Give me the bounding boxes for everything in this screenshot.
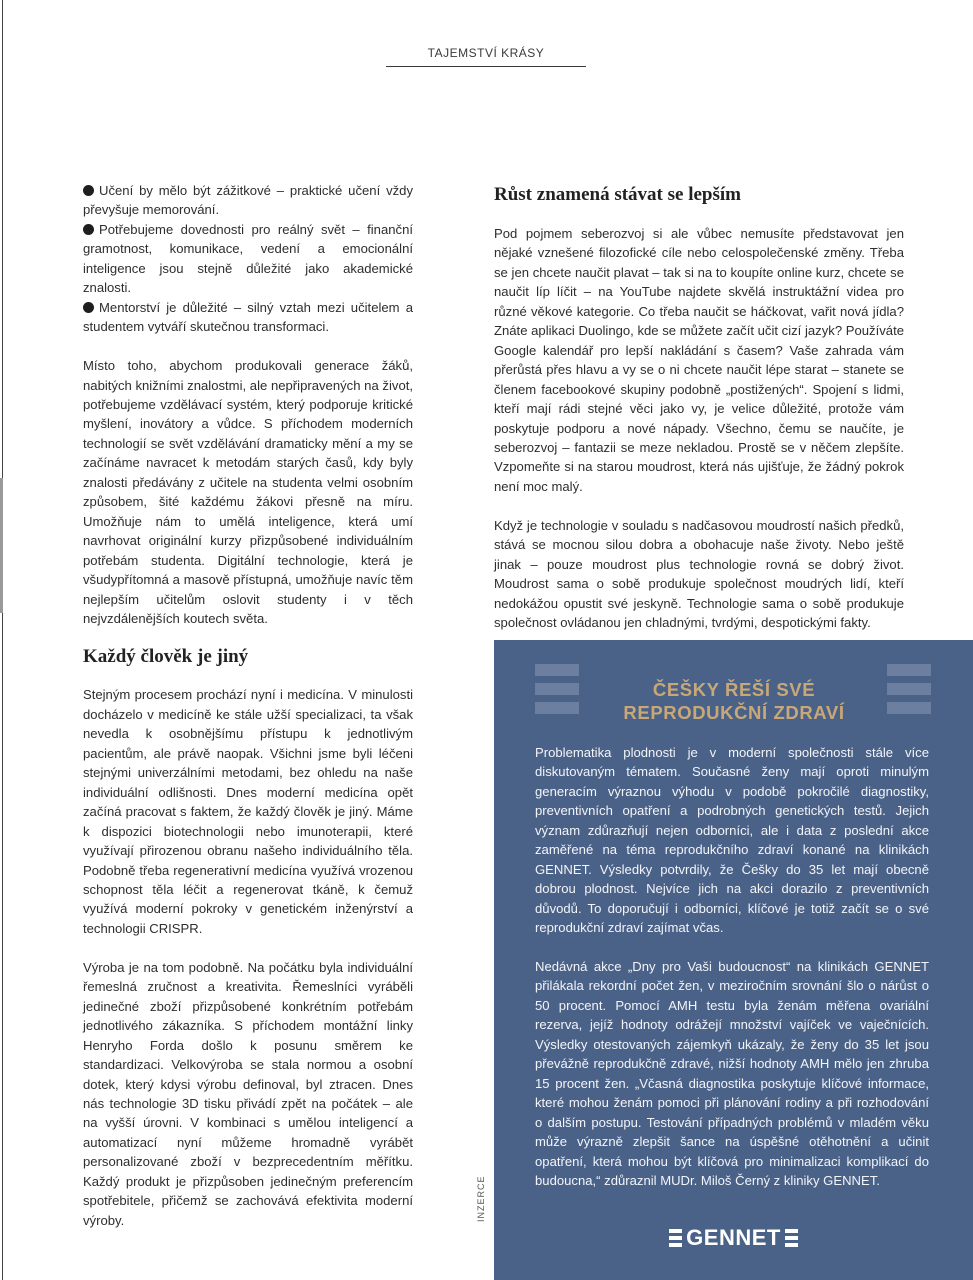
bullet-text: Učení by mělo být zážitkové – praktické učení vždy převyšuje memorování.: [83, 183, 413, 218]
bullet-text: Potřebujeme dovednosti pro reálný svět – finanční gramotnost, komunikace, vedení a emocionální inteligence jsou stejně důležité jako akademické znalosti.: [83, 221, 413, 296]
logo-bars-left-icon: [669, 1229, 682, 1247]
bullet-item: [83, 298, 413, 337]
bullet-icon: [83, 302, 94, 313]
advertisement-box: [494, 640, 973, 1280]
page-header: [386, 46, 586, 67]
ad-title-line-1: ČEŠKY ŘEŠÍ SVÉ: [652, 679, 816, 700]
page-edge-line: [2, 0, 3, 1280]
right-column: [494, 181, 904, 633]
page-edge-shade: [0, 478, 3, 613]
advertisement-label: INZERCE: [476, 1175, 486, 1222]
left-column: [83, 181, 413, 1230]
ad-title: [574, 678, 894, 724]
header-rule: [386, 66, 586, 67]
bullet-item: [83, 220, 413, 298]
logo-text: GENNET: [686, 1225, 781, 1250]
ad-paragraph-1: Problematika plodnosti je v moderní společnosti stále více diskutovaným tématem. Současné ženy mají oproti minulým generacím výraznou výhodu v podobě pokročilé diagnostiky, preventivních opatření a podrobných genetických testů. Jejich význam zdůrazňují nejen odborníci, ale i data z poslední akce zaměřené na téma reprodukčního zdraví konané na klinikách GENNET. Výsledky potvrdily, že Češky do 35 let mají obecně dobrou plodnost. Nejvíce jich na akci dorazilo z preventivních důvodů. To doporučují i odborníci, klíčové je totiž začít se o své reprodukční zdraví zajímat včas.: [535, 745, 929, 936]
ad-title-line-2: REPRODUKČNÍ ZDRAVÍ: [623, 702, 845, 723]
left-paragraph-3: Výroba je na tom podobně. Na počátku byla individuální řemeslná zručnost a kreativita. Řemeslníci vyráběli jedinečné zboží přizpůsobené konkrétním potřebám jednotlivého zákazníka. S příchodem montážní linky Henryho Forda došlo k posunu směrem ke standardizaci. Velkovýroba se stala normou a osobní dotek, který kdysi výrobu definoval, byl ztracen. Dnes nás technologie 3D tisku přivádí zpět na počátek – ale na vyšší úrovni. V kombinaci s umělou inteligencí a automatizací nyní můžeme hromadně vyrábět personalizované zboží v bezprecedentním měřítku. Každý produkt je přizpůsoben jedinečným preferencím spotřebitele, přičemž se zachovává efektivita moderní výroby.: [83, 959, 413, 1228]
decorative-stripes-left: [535, 664, 579, 721]
bullet-icon: [83, 224, 94, 235]
ad-body: [535, 743, 929, 1190]
bullet-icon: [83, 185, 94, 196]
gennet-logo: [494, 1220, 973, 1249]
bullet-text: Mentorství je důležité – silný vztah mezi učitelem a studentem vytváří skutečnou transformaci.: [83, 299, 413, 335]
left-paragraph-1: Místo toho, abychom produkovali generace žáků, nabitých knižními znalostmi, ale nepřipravených na život, potřebujeme vzdělávací systém, který podporuje kritické myšlení, inovátory a vůdce. S příchodem moderních technologií se svět vzdělávání dramaticky mění a my se začínáme navracet k metodám starých časů, kdy byly znalosti předávány z učitele na studenta velmi osobním způsobem, šité každému žákovi přesně na míru. Umožňuje nám to umělá inteligence, která umí navrhovat originální kurzy přizpůsobené individuálním potřebám studenta. Digitální technologie, která je všudypřítomná a masově přístupná, umožňuje navíc těm nejlepším učitelům oslovit studenty i v těch nejvzdálenějších koutech světa.: [83, 358, 413, 627]
right-paragraph-2: Když je technologie v souladu s nadčasovou moudrostí našich předků, stává se mocnou silou dobra a obohacuje naše životy. Nebo ještě jinak – pouze moudrost plus technologie rovná se dobrý život. Moudrost sama o sobě produkuje společnost moudrých lidí, kteří nedokážou opustit své jeskyně. Technologie sama o sobě produkuje společnost ovládanou jen chladnými, tvrdými, despotickými fakty.: [494, 517, 904, 631]
right-paragraph-1: Pod pojmem seberozvoj si ale vůbec nemusíte představovat jen nějaké vznešené filozofické cíle nebo celospolečenské změny. Třeba se jen chcete naučit plavat – tak si na to koupíte online kurz, chcete se naučit líp líčit – na YouTube najdete skvělá instruktážní videa pro různé věkové kategorie. Co třeba naučit se háčkovat, vařit nová jídla? Znáte aplikaci Duolingo, kde se můžete začít učit cizí jazyk? Používáte Google kalendář pro lepší nakládání s časem? Vaše zahrada vám přerůstá přes hlavu a vy se o ni chcete naučit lépe starat – stanete se členem facebookové skupiny podobně „postižených“. Spojení s lidmi, kteří mají rádi stejné věci jako vy, je velice důležité, protože vám poskytuje podporu a nové nápady. Všechno, čemu se naučíte, je seberozvoj – fantazii se meze nekladou. Prostě se v něčem zlepšíte. Vzpomeňte si na starou moudrost, která nás ujišťuje, že žádný pokrok není moc malý.: [494, 226, 904, 494]
left-paragraph-2: Stejným procesem prochází nyní i medicína. V minulosti docházelo v medicíně ke stále užší specializaci, ta však nevedla k osobnějšímu přístupu k jednotlivým pacientům, ale právě naopak. Všichni jsme byli léčeni stejnými univerzálními metodami, bez ohledu na naše individuální odlišnosti. Dnes moderní medicína opět začíná pracovat s faktem, že každý člověk je jiný. Máme k dispozici biotechnologii nebo imunoterapii, které využívají přirozenou obranu našeho individuálního těla. Podobně třeba regenerativní medicína využívá vrozenou schopnost těla léčit a regenerovat tkáně, k čemuž využívá moderní pokroky v genetickém inženýrství a technologii CRISPR.: [83, 687, 413, 936]
bullet-item: [83, 181, 413, 220]
right-section-heading: Růst znamená stávat se lepším: [494, 184, 741, 205]
section-title: TAJEMSTVÍ KRÁSY: [427, 46, 545, 60]
left-section-heading: Každý člověk je jiný: [83, 646, 249, 668]
ad-paragraph-2: Nedávná akce „Dny pro Vaši budoucnost“ na klinikách GENNET přilákala rekordní počet žen, v meziročním srovnání šlo o nárůst o 50 procent. Pomocí AMH testu byla ženám měřena ovariální rezerva, jejíž hodnoty odrážejí množství vajíček ve vaječnících. Výsledky otestovaných zájemkyň ukázaly, že ženy do 35 let jsou převážně reprodukčně zdravé, nižší hodnoty AMH mělo jen zhruba 15 procent žen. „Včasná diagnostika poskytuje klíčové informace, které mohou ženám pomoci při plánování rodiny a při rozhodování o dalším postupu. Testování případných problémů v mladém věku může výrazně zlepšit šance na úspěšné otěhotnění a učinit opatření, která mohou být klíčová pro minimalizaci komplikací do budoucna,“ zdůraznil MUDr. Miloš Černý z kliniky GENNET.: [535, 959, 929, 1189]
logo-bars-right-icon: [785, 1229, 798, 1247]
